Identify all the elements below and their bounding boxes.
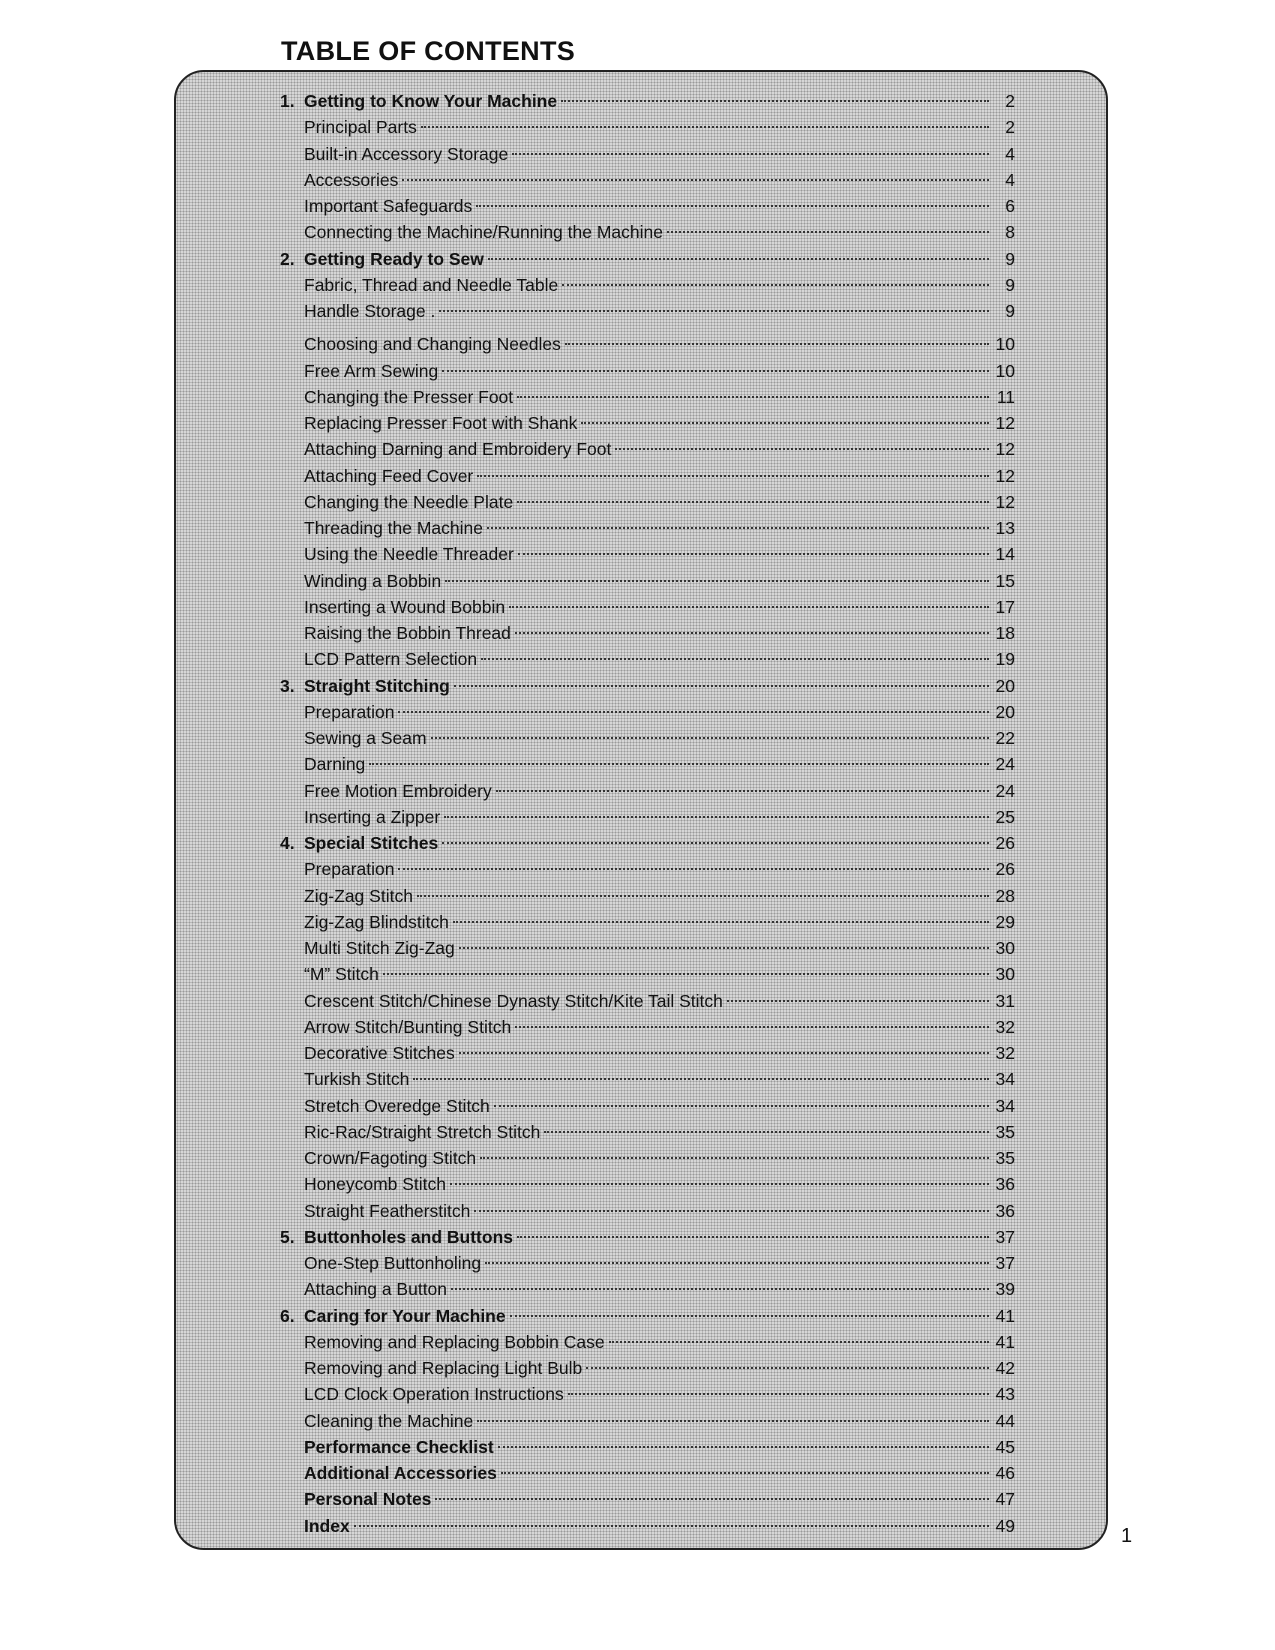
dot-leader: [517, 501, 989, 503]
toc-entry-row[interactable]: [280, 141, 1015, 167]
toc-page-number: 17: [995, 596, 1015, 617]
toc-entry-label: Caring for Your Machine: [304, 1305, 506, 1326]
toc-entry-label: Attaching Feed Cover: [304, 465, 474, 486]
dot-leader: [501, 1472, 989, 1474]
toc-entry-label: One-Step Buttonholing: [304, 1253, 482, 1273]
table-of-contents: [280, 88, 1015, 1539]
toc-entry-row[interactable]: [280, 1381, 1015, 1407]
toc-entry-label: Buttonholes and Buttons: [304, 1226, 514, 1247]
toc-entry-row[interactable]: [280, 1093, 1015, 1119]
toc-page-number: 26: [995, 833, 1015, 853]
toc-page-number: 9: [1005, 301, 1015, 321]
toc-page-number: 20: [995, 675, 1015, 696]
dot-leader: [561, 100, 989, 102]
toc-entry-label: Preparation: [304, 701, 395, 722]
toc-entry-label: Preparation: [304, 859, 395, 880]
toc-page-number: 49: [995, 1515, 1015, 1536]
dot-leader: [609, 1341, 989, 1343]
toc-entry-row[interactable]: [280, 725, 1015, 751]
dot-leader: [444, 816, 989, 818]
dot-leader: [431, 737, 989, 739]
toc-entry-label: Decorative Stitches: [304, 1043, 455, 1063]
dot-leader: [369, 763, 989, 765]
toc-entry-row[interactable]: [280, 1408, 1015, 1434]
toc-page-number: 35: [995, 1148, 1015, 1168]
toc-entry-label: Cleaning the Machine: [304, 1410, 474, 1431]
toc-entry-label: Darning: [304, 754, 366, 775]
toc-page-number: 29: [995, 911, 1015, 932]
toc-entry-row[interactable]: [280, 219, 1015, 245]
toc-entry-row[interactable]: [280, 883, 1015, 909]
toc-entry-label: LCD Clock Operation Instructions: [304, 1384, 564, 1405]
toc-section-row[interactable]: [280, 88, 1015, 114]
toc-entry-row[interactable]: [280, 1040, 1015, 1066]
toc-page-number: 10: [995, 360, 1015, 381]
toc-section-number: 5.: [280, 1226, 295, 1247]
toc-entry-label: Choosing and Changing Needles: [304, 334, 561, 355]
toc-entry-label: Sewing a Seam: [304, 728, 427, 748]
toc-entry-label: Attaching Darning and Embroidery Foot: [304, 439, 612, 460]
toc-page-number: 8: [1005, 222, 1015, 243]
dot-leader: [445, 580, 989, 582]
dot-leader: [453, 921, 989, 923]
toc-entry-row[interactable]: [280, 331, 1015, 357]
dot-leader: [435, 1498, 989, 1500]
toc-entry-row[interactable]: [280, 1276, 1015, 1302]
dot-leader: [562, 284, 989, 286]
dot-leader: [517, 396, 989, 398]
toc-entry-row[interactable]: [280, 935, 1015, 961]
toc-entry-label: Straight Featherstitch: [304, 1200, 471, 1221]
toc-entry-row[interactable]: [280, 515, 1015, 541]
toc-page-number: 14: [995, 544, 1015, 565]
dot-leader: [354, 1525, 989, 1527]
dot-leader: [477, 475, 989, 477]
toc-entry-row[interactable]: [280, 1171, 1015, 1197]
toc-page-number: 47: [995, 1489, 1015, 1510]
toc-entry-label: Replacing Presser Foot with Shank: [304, 413, 578, 433]
toc-entry-label: Removing and Replacing Light Bulb: [304, 1358, 583, 1378]
toc-section-number: 6.: [280, 1305, 295, 1326]
toc-entry-label: “M” Stitch: [304, 964, 379, 985]
dot-leader: [494, 1105, 989, 1107]
toc-section-number: 3.: [280, 675, 295, 696]
dot-leader: [398, 711, 989, 713]
toc-entry-label: Connecting the Machine/Running the Machine: [304, 222, 663, 243]
toc-page-number: 28: [995, 885, 1015, 906]
toc-page-number: 6: [1005, 196, 1015, 216]
toc-entry-row[interactable]: [280, 1434, 1015, 1460]
toc-entry-row[interactable]: [280, 1198, 1015, 1224]
toc-page-number: 11: [996, 386, 1015, 407]
toc-entry-label: Zig-Zag Blindstitch: [304, 911, 449, 932]
toc-section-number: 1.: [280, 91, 295, 111]
toc-entry-label: Free Motion Embroidery: [304, 780, 492, 801]
toc-entry-label: Fabric, Thread and Needle Table: [304, 274, 559, 295]
toc-page-number: 32: [995, 1016, 1015, 1037]
toc-page-number: 34: [995, 1069, 1015, 1090]
dot-leader: [581, 422, 989, 424]
toc-entry-row[interactable]: [280, 1145, 1015, 1171]
toc-page-number: 10: [995, 334, 1015, 355]
toc-page-number: 13: [995, 518, 1015, 538]
toc-page-number: 44: [995, 1410, 1015, 1431]
toc-page-number: 9: [1005, 248, 1015, 269]
dot-leader: [477, 1420, 989, 1422]
toc-entry-label: Removing and Replacing Bobbin Case: [304, 1331, 605, 1352]
toc-page-number: 24: [995, 754, 1015, 775]
toc-entry-row[interactable]: [280, 804, 1015, 830]
dot-leader: [517, 1236, 989, 1238]
toc-entry-row[interactable]: [280, 909, 1015, 935]
toc-entry-label: Arrow Stitch/Bunting Stitch: [304, 1016, 512, 1037]
dot-leader: [496, 790, 989, 792]
dot-leader: [488, 258, 989, 260]
toc-entry-row[interactable]: [280, 1513, 1015, 1539]
toc-entry-label: Zig-Zag Stitch: [304, 885, 413, 906]
dot-leader: [476, 205, 989, 207]
toc-entry-label: Personal Notes: [304, 1489, 432, 1510]
toc-entry-row[interactable]: [280, 489, 1015, 515]
toc-section-number: 4.: [280, 833, 295, 853]
toc-entry-label: Changing the Needle Plate: [304, 491, 514, 512]
toc-entry-row[interactable]: [280, 568, 1015, 594]
page-number: 1: [1121, 1525, 1133, 1547]
toc-page-number: 25: [995, 806, 1015, 827]
toc-entry-label: Handle Storage .: [304, 301, 436, 321]
toc-page-number: 34: [995, 1095, 1015, 1116]
toc-entry-row[interactable]: [280, 751, 1015, 777]
dot-leader: [442, 842, 989, 844]
dot-leader: [474, 1210, 989, 1212]
toc-page-number: 18: [995, 623, 1015, 643]
dot-leader: [421, 126, 989, 128]
toc-entry-label: Principal Parts: [304, 117, 417, 138]
toc-page-number: 39: [995, 1279, 1015, 1300]
toc-entry-label: Additional Accessories: [304, 1463, 497, 1483]
toc-entry-row[interactable]: [280, 541, 1015, 567]
dot-leader: [667, 231, 989, 233]
dot-leader: [459, 1052, 989, 1054]
toc-entry-row[interactable]: [280, 358, 1015, 384]
dot-leader: [727, 1000, 989, 1002]
toc-entry-label: Free Arm Sewing: [304, 360, 439, 381]
dot-leader: [451, 1288, 989, 1290]
toc-page-number: 12: [995, 439, 1015, 460]
toc-page-number: 19: [995, 649, 1015, 670]
dot-leader: [459, 947, 989, 949]
toc-entry-label: Getting to Know Your Machine: [304, 91, 558, 111]
toc-page-number: 15: [995, 570, 1015, 591]
toc-page-number: 42: [995, 1358, 1015, 1378]
toc-page-number: 12: [995, 491, 1015, 512]
toc-entry-row[interactable]: [280, 594, 1015, 620]
dot-leader: [615, 448, 989, 450]
toc-page-number: 4: [1005, 169, 1015, 190]
toc-entry-row[interactable]: [280, 410, 1015, 436]
toc-page-number: 12: [995, 465, 1015, 486]
toc-entry-row[interactable]: [280, 699, 1015, 725]
dot-leader: [442, 370, 989, 372]
toc-entry-label: Inserting a Zipper: [304, 806, 441, 827]
toc-page-number: 12: [995, 413, 1015, 433]
toc-page-number: 26: [995, 859, 1015, 880]
toc-entry-label: Threading the Machine: [304, 518, 483, 538]
toc-page-number: 36: [995, 1200, 1015, 1221]
dot-leader: [586, 1367, 989, 1369]
toc-entry-row[interactable]: [280, 778, 1015, 804]
toc-entry-row[interactable]: [280, 1486, 1015, 1512]
toc-page-number: 37: [995, 1226, 1015, 1247]
toc-entry-label: Honeycomb Stitch: [304, 1174, 447, 1195]
toc-entry-label: Inserting a Wound Bobbin: [304, 596, 506, 617]
toc-entry-label: Crown/Fagoting Stitch: [304, 1148, 477, 1168]
toc-entry-row[interactable]: [280, 298, 1015, 324]
toc-page-number: 46: [995, 1463, 1015, 1483]
toc-page-number: 32: [995, 1043, 1015, 1063]
dot-leader: [565, 343, 989, 345]
toc-entry-row[interactable]: [280, 167, 1015, 193]
page-title: TABLE OF CONTENTS: [281, 36, 576, 66]
toc-page-number: 4: [1005, 143, 1015, 164]
toc-entry-label: Raising the Bobbin Thread: [304, 623, 511, 643]
toc-page-number: 45: [995, 1436, 1015, 1457]
dot-leader: [398, 868, 989, 870]
toc-page-number: 35: [995, 1121, 1015, 1142]
toc-entry-label: Performance Checklist: [304, 1436, 494, 1457]
toc-entry-label: Important Safeguards: [304, 196, 473, 216]
toc-page-number: 31: [995, 990, 1015, 1011]
toc-entry-row[interactable]: [280, 620, 1015, 646]
toc-entry-row[interactable]: [280, 1119, 1015, 1145]
dot-leader: [487, 527, 989, 529]
dot-leader: [450, 1183, 989, 1185]
toc-page-number: 30: [995, 964, 1015, 985]
toc-entry-label: Changing the Presser Foot: [304, 386, 514, 407]
toc-page-number: 37: [995, 1253, 1015, 1273]
toc-page-number: 22: [995, 728, 1015, 748]
toc-entry-row[interactable]: [280, 463, 1015, 489]
toc-entry-row[interactable]: [280, 856, 1015, 882]
toc-section-number: 2.: [280, 248, 295, 269]
toc-entry-row[interactable]: [280, 1460, 1015, 1486]
toc-page-number: 30: [995, 938, 1015, 958]
toc-entry-label: Attaching a Button: [304, 1279, 448, 1300]
toc-entry-row[interactable]: [280, 646, 1015, 672]
dot-leader: [417, 895, 989, 897]
toc-entry-label: Built-in Accessory Storage: [304, 143, 509, 164]
toc-entry-label: Accessories: [304, 169, 399, 190]
toc-entry-row[interactable]: [280, 272, 1015, 298]
toc-entry-label: Using the Needle Threader: [304, 544, 514, 565]
toc-entry-row[interactable]: [280, 988, 1015, 1014]
toc-entry-label: Special Stitches: [304, 833, 439, 853]
dot-leader: [481, 658, 989, 660]
toc-entry-label: Winding a Bobbin: [304, 570, 442, 591]
toc-entry-label: Index: [304, 1515, 350, 1536]
dot-leader: [485, 1262, 989, 1264]
dot-leader: [439, 310, 989, 312]
toc-section-row[interactable]: [280, 246, 1015, 272]
toc-entry-row[interactable]: [280, 193, 1015, 219]
toc-entry-label: Straight Stitching: [304, 675, 450, 696]
toc-entry-row[interactable]: [280, 384, 1015, 410]
toc-entry-row[interactable]: [280, 436, 1015, 462]
toc-section-row[interactable]: [280, 1224, 1015, 1250]
dot-leader: [509, 606, 989, 608]
toc-section-row[interactable]: [280, 673, 1015, 699]
toc-entry-label: Stretch Overedge Stitch: [304, 1095, 490, 1116]
dot-leader: [512, 153, 989, 155]
toc-entry-row[interactable]: [280, 1329, 1015, 1355]
toc-entry-label: Crescent Stitch/Chinese Dynasty Stitch/Kite Tail Stitch: [304, 990, 723, 1011]
toc-entry-label: Turkish Stitch: [304, 1069, 410, 1090]
toc-entry-row[interactable]: [280, 1355, 1015, 1381]
dot-leader: [568, 1393, 989, 1395]
toc-page-number: 36: [995, 1174, 1015, 1195]
dot-leader: [515, 632, 989, 634]
toc-entry-row[interactable]: [280, 1066, 1015, 1092]
dot-leader: [498, 1446, 989, 1448]
dot-leader: [454, 685, 989, 687]
dot-leader: [480, 1157, 989, 1159]
toc-entry-label: LCD Pattern Selection: [304, 649, 478, 670]
dot-leader: [413, 1078, 989, 1080]
toc-page-number: 2: [1005, 91, 1015, 111]
toc-page-number: 41: [995, 1305, 1015, 1326]
dot-leader: [402, 179, 989, 181]
toc-page-number: 9: [1005, 274, 1015, 295]
toc-entry-label: Getting Ready to Sew: [304, 248, 484, 269]
dot-leader: [510, 1315, 989, 1317]
dot-leader: [383, 973, 989, 975]
toc-page-number: 41: [995, 1331, 1015, 1352]
toc-page-number: 24: [995, 780, 1015, 801]
toc-entry-row[interactable]: [280, 114, 1015, 140]
dot-leader: [544, 1131, 989, 1133]
dot-leader: [518, 553, 989, 555]
toc-entry-label: Multi Stitch Zig-Zag: [304, 938, 455, 958]
toc-page-number: 2: [1005, 117, 1015, 138]
toc-entry-label: Ric-Rac/Straight Stretch Stitch: [304, 1121, 541, 1142]
dot-leader: [515, 1026, 989, 1028]
toc-entry-row[interactable]: [280, 1014, 1015, 1040]
toc-section-row[interactable]: [280, 1303, 1015, 1329]
toc-page-number: 43: [995, 1384, 1015, 1405]
toc-entry-row[interactable]: [280, 961, 1015, 987]
toc-section-row[interactable]: [280, 830, 1015, 856]
toc-page-number: 20: [995, 701, 1015, 722]
toc-entry-row[interactable]: [280, 1250, 1015, 1276]
